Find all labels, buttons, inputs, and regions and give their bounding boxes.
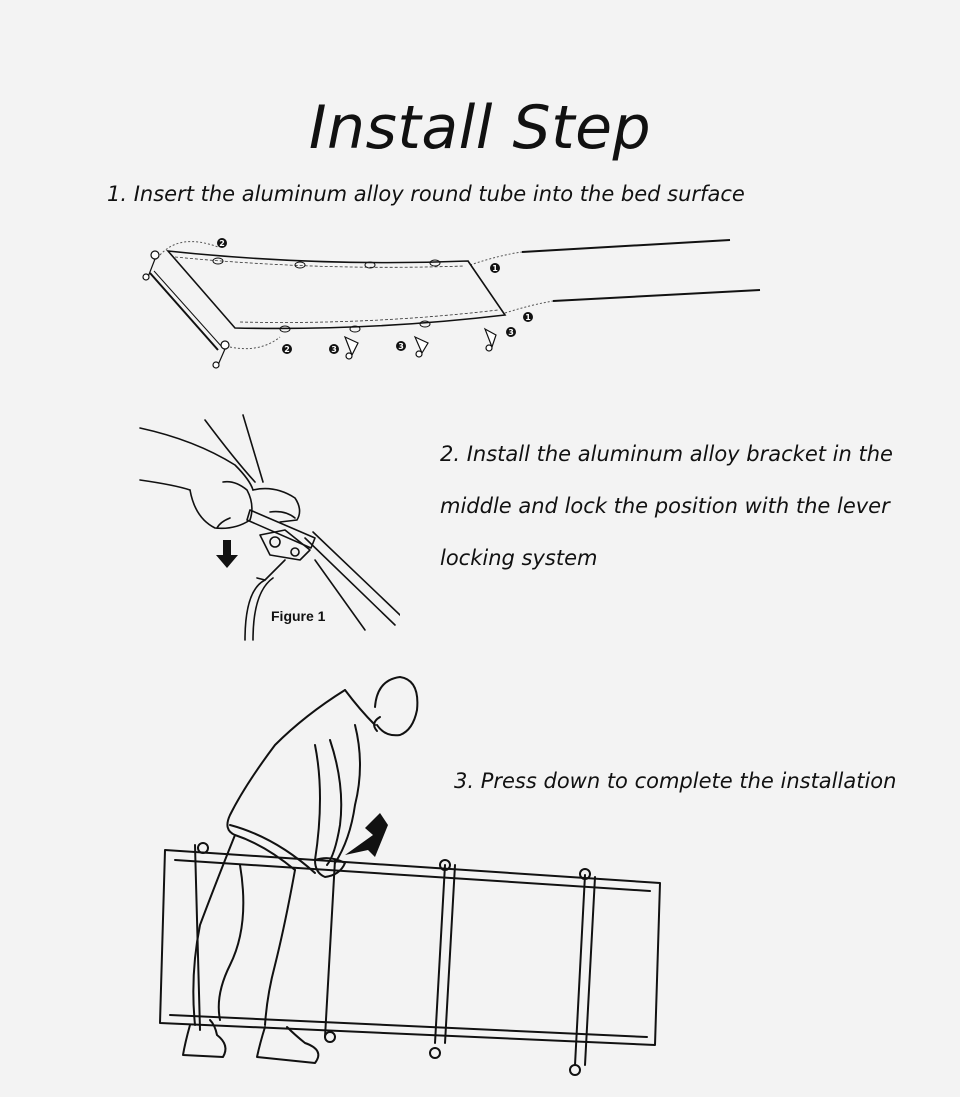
figure-caption: Figure 1 — [271, 608, 326, 624]
marker-2-bottom: 2 — [284, 345, 290, 354]
marker-3-c: 3 — [508, 328, 514, 337]
step-2-line-1: 2. Install the aluminum alloy bracket in the — [440, 442, 893, 466]
marker-3-a: 3 — [331, 345, 337, 354]
lever-lock-figure — [135, 410, 400, 645]
step-3-text: 3. Press down to complete the installation — [454, 769, 897, 793]
marker-1-bottom: 1 — [525, 313, 531, 322]
marker-1-top: 1 — [492, 264, 498, 273]
marker-2-top: 2 — [219, 239, 225, 248]
marker-3-b: 3 — [398, 342, 404, 351]
bed-surface-diagram — [130, 225, 770, 375]
step-2-line-3: locking system — [440, 546, 598, 570]
press-down-figure — [155, 665, 670, 1090]
step-1-text: 1. Insert the aluminum alloy round tube into the bed surface — [107, 182, 745, 206]
page-title: Install Step — [308, 93, 652, 163]
step-2-line-2: middle and lock the position with the lever — [440, 494, 890, 518]
step-2-text — [440, 428, 940, 584]
